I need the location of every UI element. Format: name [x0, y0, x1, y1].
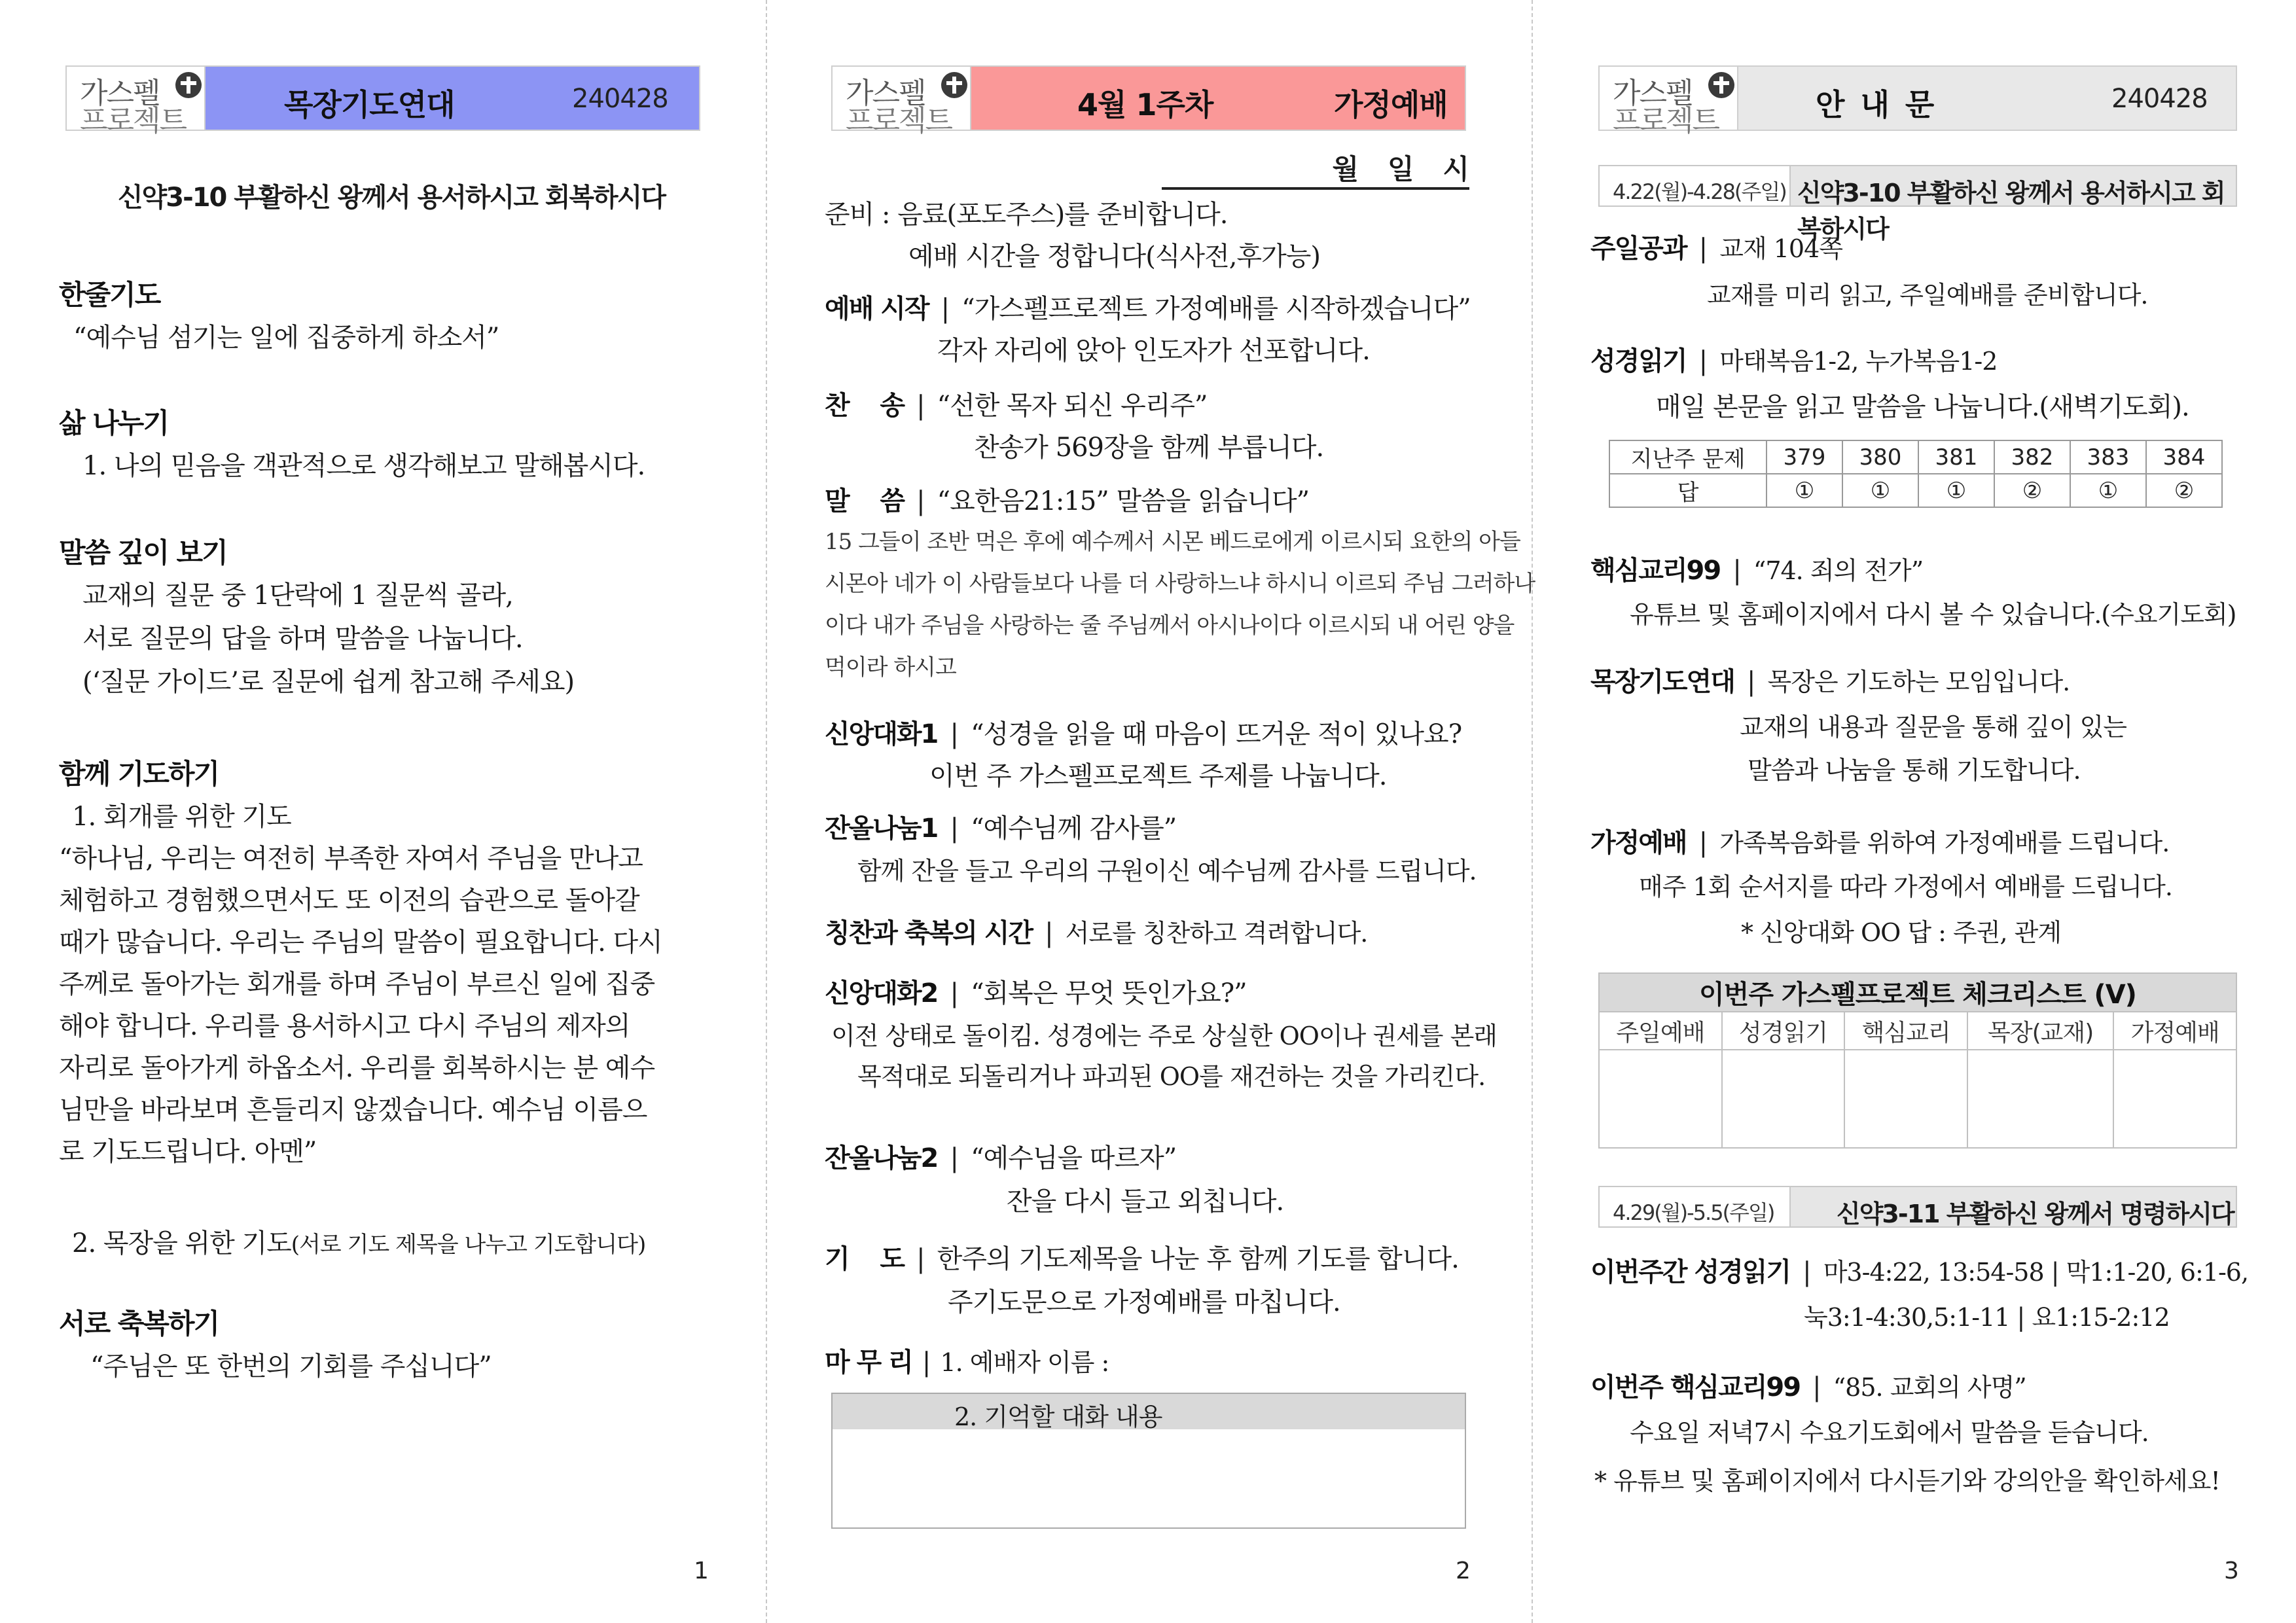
week-range: 4.29(월)-5.5(주일): [1600, 1187, 1791, 1226]
separator: |: [950, 813, 958, 844]
row-label: 기 도: [825, 1244, 904, 1274]
checklist-title: 이번주 가스펠프로젝트 체크리스트 (V): [1599, 973, 2236, 1012]
separator: |: [950, 978, 958, 1008]
header-right-title: 가정예배: [1334, 87, 1448, 122]
worshipper-name-label: 1. 예배자 이름 :: [940, 1348, 1109, 1377]
row-label: 예배 시작: [825, 294, 929, 324]
quiz-answer-cell: ②: [2146, 474, 2222, 507]
row-text: 목장은 기도하는 모임입니다.: [1767, 668, 2070, 696]
quiz-answer-cell: ①: [2070, 474, 2146, 507]
row-text: 잔을 다시 들고 외칩니다.: [1007, 1186, 1284, 1217]
row-text: 마3-4:22, 13:54-58 | 막1:1-20, 6:1-6,: [1823, 1258, 2249, 1287]
row-label: 잔올나눔1: [825, 813, 938, 844]
scripture-line: 15 그들이 조반 먹은 후에 예수께서 시몬 베드로에게 이르시되 요한의 아들: [825, 529, 1520, 555]
section-text: 서로 질문의 답을 하며 말씀을 나눕니다.: [82, 624, 523, 654]
row-text: 한주의 기도제목을 나눈 후 함께 기도를 합니다.: [937, 1244, 1459, 1274]
row-text: 서로를 칭찬하고 격려합니다.: [1065, 919, 1368, 948]
row-text: “회복은 무엇 뜻인가요?”: [971, 978, 1247, 1008]
item-note: (서로 기도 제목을 나누고 기도합니다): [291, 1232, 646, 1258]
row-label: 칭찬과 축복의 시간: [825, 918, 1032, 948]
panel-home-worship: [766, 0, 1535, 1623]
row-text: 마태복음1-2, 누가복음1-2: [1719, 347, 1998, 376]
section-text: (‘질문 가이드’로 질문에 쉽게 참고해 주세요): [82, 667, 575, 697]
logo-text-2: 프로젝트: [846, 104, 952, 137]
row-text: * 유튜브 및 홈페이지에서 다시듣기와 강의안을 확인하세요!: [1594, 1467, 2220, 1495]
checkbox-home-worship[interactable]: [2113, 1050, 2236, 1148]
cross-icon: [941, 72, 967, 98]
checklist-col: 성경읽기: [1722, 1012, 1845, 1050]
weekly-checklist: [1598, 972, 2237, 1149]
section-title: 한줄기도: [59, 279, 160, 311]
separator: |: [1812, 1372, 1821, 1402]
page-number: 2: [1456, 1558, 1471, 1584]
page-title: 안 내 문: [1816, 87, 1937, 122]
separator: |: [1803, 1257, 1811, 1287]
section-text: 1. 나의 믿음을 객관적으로 생각해보고 말해봅시다.: [82, 451, 645, 481]
checklist-check-row: [1599, 1050, 2236, 1148]
week-lesson: 신약3-11 부활하신 왕께서 명령하시다: [1791, 1187, 2236, 1226]
separator: |: [950, 1143, 958, 1173]
separator: |: [1698, 234, 1708, 264]
quiz-question-row: [1609, 440, 2222, 474]
section-title: 서로 축복하기: [59, 1308, 219, 1340]
section-title: 삶 나누기: [59, 407, 168, 439]
prep-text: 음료(포도주스)를 준비합니다.: [897, 200, 1228, 230]
quiz-header-cell: 지난주 문제: [1609, 440, 1767, 474]
header-bar: [831, 65, 1466, 137]
row-label: 마 무 리: [825, 1347, 912, 1378]
prayer-line: 체험하고 경험했으면서도 또 이전의 습관으로 돌아갈: [59, 885, 639, 916]
separator: |: [922, 1347, 931, 1378]
row-cell-prayer: [1590, 661, 2070, 698]
header-date: 240428: [2111, 84, 2208, 114]
row-label: 찬 송: [825, 391, 904, 421]
section-text: 1. 회개를 위한 기도: [72, 802, 291, 832]
section-text: “주님은 또 한번의 기회를 주십니다”: [90, 1351, 492, 1382]
row-label: 잔올나눔2: [825, 1143, 938, 1173]
row-text: 말씀과 나눔을 통해 기도합니다.: [1748, 756, 2081, 785]
row-word: [825, 480, 1309, 518]
prayer-line: 해야 합니다. 우리를 용서하시고 다시 주님의 제자의: [59, 1011, 630, 1041]
prep-label: 준비 :: [825, 200, 890, 230]
row-text: 함께 잔을 들고 우리의 구원이신 예수님께 감사를 드립니다.: [857, 857, 1477, 885]
row-home-worship: [1590, 822, 2169, 859]
row-text: 주기도문으로 가정예배를 마칩니다.: [948, 1287, 1340, 1317]
gospel-project-logo: [1600, 67, 1738, 137]
row-text: 찬송가 569장을 함께 부릅니다.: [974, 433, 1324, 463]
checklist-col: 핵심교리: [1844, 1012, 1967, 1050]
quiz-number-cell: 384: [2146, 440, 2222, 474]
section-title: 함께 기도하기: [59, 758, 219, 790]
logo-text-2: 프로젝트: [80, 104, 187, 137]
row-closing: [825, 1342, 1109, 1379]
row-text: 가족복음화를 위하여 가정예배를 드립니다.: [1719, 829, 2170, 857]
page-number: 3: [2224, 1558, 2239, 1584]
separator: |: [950, 719, 958, 749]
separator: |: [1698, 346, 1708, 376]
row-text: “74. 죄의 전가”: [1753, 556, 1924, 585]
row-text: 목적대로 되돌리거나 파괴된 OO를 재건하는 것을 가리킨다.: [857, 1062, 1486, 1091]
row-text: 교재를 미리 읽고, 주일예배를 준비합니다.: [1707, 281, 2148, 310]
quiz-answer-cell: ①: [1918, 474, 1994, 507]
quiz-number-cell: 380: [1842, 440, 1918, 474]
quiz-number-cell: 383: [2070, 440, 2146, 474]
separator: |: [1698, 828, 1708, 858]
logo-text-1: 가스펠: [1613, 77, 1693, 110]
week-range: 4.22(월)-4.28(주일): [1600, 166, 1791, 205]
row-label: 가정예배: [1590, 828, 1687, 858]
prep-line: [825, 194, 1228, 231]
header-title-area: [206, 67, 699, 130]
quiz-answer-cell: ①: [1842, 474, 1918, 507]
quiz-header-cell: 답: [1609, 474, 1767, 507]
cross-icon: [1708, 72, 1734, 98]
section-text: “예수님 섬기는 일에 집중하게 하소서”: [73, 323, 499, 353]
quiz-answer-row: [1609, 474, 2222, 507]
scripture-line: 이다 내가 주님을 사랑하는 줄 주님께서 아시나이다 이르시되 내 어린 양을: [825, 613, 1515, 639]
checkbox-sunday-worship[interactable]: [1599, 1050, 1722, 1148]
row-week-doctrine: [1590, 1366, 2026, 1404]
row-label: 목장기도연대: [1590, 667, 1734, 697]
row-text: 교재의 내용과 질문을 통해 깊이 있는: [1740, 713, 2127, 741]
quiz-answer-cell: ②: [1994, 474, 2070, 507]
row-text: 매일 본문을 읽고 말씀을 나눕니다.(새벽기도회).: [1656, 392, 2189, 422]
separator: |: [916, 486, 925, 516]
quiz-number-cell: 381: [1918, 440, 1994, 474]
row-text: 교재 104쪽: [1719, 234, 1842, 263]
row-text: “85. 교회의 사명”: [1833, 1373, 2026, 1402]
separator: |: [916, 1244, 925, 1274]
checklist-col: 목장(교재): [1967, 1012, 2113, 1050]
row-faith1: [825, 713, 1462, 751]
checkbox-cell-textbook[interactable]: [1967, 1050, 2113, 1148]
logo-text-2: 프로젝트: [1613, 104, 1719, 137]
date-line: 월 일 시: [1162, 148, 1469, 190]
prayer-line: 자리로 돌아가게 하옵소서. 우리를 회복하시는 분 예수: [59, 1053, 655, 1083]
prayer-line: 때가 많습니다. 우리는 주님의 말씀이 필요합니다. 다시: [59, 927, 662, 957]
lesson-subtitle: 신약3-10 부활하신 왕께서 용서하시고 회복하시다: [118, 183, 665, 213]
row-label: 성경읽기: [1590, 346, 1687, 376]
panel-cell-prayer: [0, 0, 766, 1623]
page-title: 4월 1주차: [1077, 87, 1213, 122]
logo-text-1: 가스펠: [80, 77, 160, 110]
prep-text: 예배 시간을 정합니다(식사전,후가능): [908, 241, 1320, 272]
quiz-answer-table: [1609, 440, 2223, 508]
row-bible-reading: [1590, 340, 1997, 378]
prayer-line: 로 기도드립니다. 아멘”: [59, 1137, 317, 1167]
separator: |: [1045, 918, 1053, 948]
memo-title: 2. 기억할 대화 내용: [954, 1402, 1162, 1431]
row-text: 유튜브 및 홈페이지에서 다시 볼 수 있습니다.(수요기도회): [1630, 600, 2236, 629]
header-date: 240428: [572, 84, 668, 114]
header-bar: [1598, 65, 2237, 137]
row-text: “선한 목자 되신 우리주”: [937, 391, 1208, 421]
row-text: 눅3:1-4:30,5:1-11 | 요1:15-2:12: [1804, 1303, 2170, 1332]
prayer-line: 님만을 바라보며 흔들리지 않겠습니다. 예수님 이름으: [59, 1095, 647, 1125]
gospel-project-logo: [67, 67, 206, 137]
quiz-number-cell: 382: [1994, 440, 2070, 474]
cross-icon: [175, 72, 202, 98]
row-cup1: [825, 808, 1176, 845]
page-number: 1: [694, 1558, 709, 1584]
page-title: 목장기도연대: [284, 87, 455, 122]
row-faith2: [825, 972, 1247, 1010]
separator: |: [1732, 556, 1741, 586]
week-bar: [1598, 165, 2237, 243]
section-title: 말씀 깊이 보기: [59, 537, 227, 569]
gospel-project-logo: [833, 67, 971, 137]
row-label: 신앙대화1: [825, 719, 938, 749]
section-text: [72, 1222, 645, 1260]
row-sunday-lesson: [1590, 228, 1842, 265]
section-text: 교재의 질문 중 1단락에 1 질문씩 골라,: [82, 580, 513, 611]
row-text: “요한음21:15” 말씀을 읽습니다”: [937, 486, 1310, 516]
row-text: 이번 주 가스펠프로젝트 주제를 나눕니다.: [929, 761, 1387, 791]
row-text: “가스펠프로젝트 가정예배를 시작하겠습니다”: [961, 294, 1471, 324]
row-text: “예수님을 따르자”: [971, 1143, 1177, 1173]
row-core-doctrine: [1590, 550, 1923, 587]
prayer-line: 주께로 돌아가는 회개를 하며 주님이 부르신 일에 집중: [59, 969, 655, 999]
row-week-reading: [1590, 1251, 2248, 1289]
checkbox-core-doctrine[interactable]: [1844, 1050, 1967, 1148]
checklist-header-row: [1599, 1012, 2236, 1050]
row-text: 매주 1회 순서지를 따라 가정에서 예배를 드립니다.: [1639, 872, 2172, 901]
checkbox-bible-reading[interactable]: [1722, 1050, 1845, 1148]
row-text: 수요일 저녁7시 수요기도회에서 말씀을 듣습니다.: [1630, 1418, 2149, 1447]
row-label: 신앙대화2: [825, 978, 938, 1008]
panel-announcements: [1532, 0, 2296, 1623]
row-text: 각자 자리에 앉아 인도자가 선포합니다.: [937, 336, 1370, 366]
checklist-col: 가정예배: [2113, 1012, 2236, 1050]
quiz-answer-cell: ①: [1767, 474, 1842, 507]
row-label: 말 씀: [825, 486, 904, 516]
scripture-line: 먹이라 하시고: [825, 654, 956, 681]
separator: |: [916, 391, 925, 421]
row-hymn: [825, 385, 1207, 422]
row-text: “성경을 읽을 때 마음이 뜨거운 적이 있나요?: [971, 719, 1462, 749]
row-prayer: [825, 1238, 1459, 1275]
scripture-line: 시몬아 네가 이 사람들보다 나를 더 사랑하느냐 하시니 이르되 주님 그러하나: [825, 571, 1535, 597]
memo-box[interactable]: [831, 1393, 1466, 1529]
logo-text-1: 가스펠: [846, 77, 925, 110]
row-text: * 신앙대화 OO 답 : 주권, 관계: [1741, 918, 2062, 947]
checklist-col: 주일예배: [1599, 1012, 1722, 1050]
row-label: 이번주 핵심교리99: [1590, 1372, 1801, 1402]
week-lesson: 신약3-10 부활하신 왕께서 용서하시고 회복하시다: [1791, 166, 2236, 205]
row-text: “예수님께 감사를”: [971, 813, 1177, 844]
next-week-bar: [1598, 1186, 2237, 1228]
quiz-number-cell: 379: [1767, 440, 1842, 474]
header-title-area: [971, 67, 1465, 130]
item-label: 2. 목장을 위한 기도: [72, 1228, 291, 1258]
row-label: 주일공과: [1590, 234, 1687, 264]
row-start: [825, 288, 1471, 325]
row-label: 이번주간 성경읽기: [1590, 1257, 1791, 1287]
row-cup2: [825, 1137, 1176, 1175]
row-praise: [825, 912, 1367, 950]
row-text: 이전 상태로 돌이킴. 성경에는 주로 상실한 OO이나 권세를 본래: [831, 1022, 1498, 1050]
separator: |: [941, 294, 950, 324]
prayer-line: “하나님, 우리는 여전히 부족한 자여서 주님을 만나고: [59, 844, 643, 874]
header-title-area: [1738, 67, 2236, 130]
header-bar: [65, 65, 700, 137]
separator: |: [1746, 667, 1755, 697]
row-label: 핵심교리99: [1590, 556, 1721, 586]
